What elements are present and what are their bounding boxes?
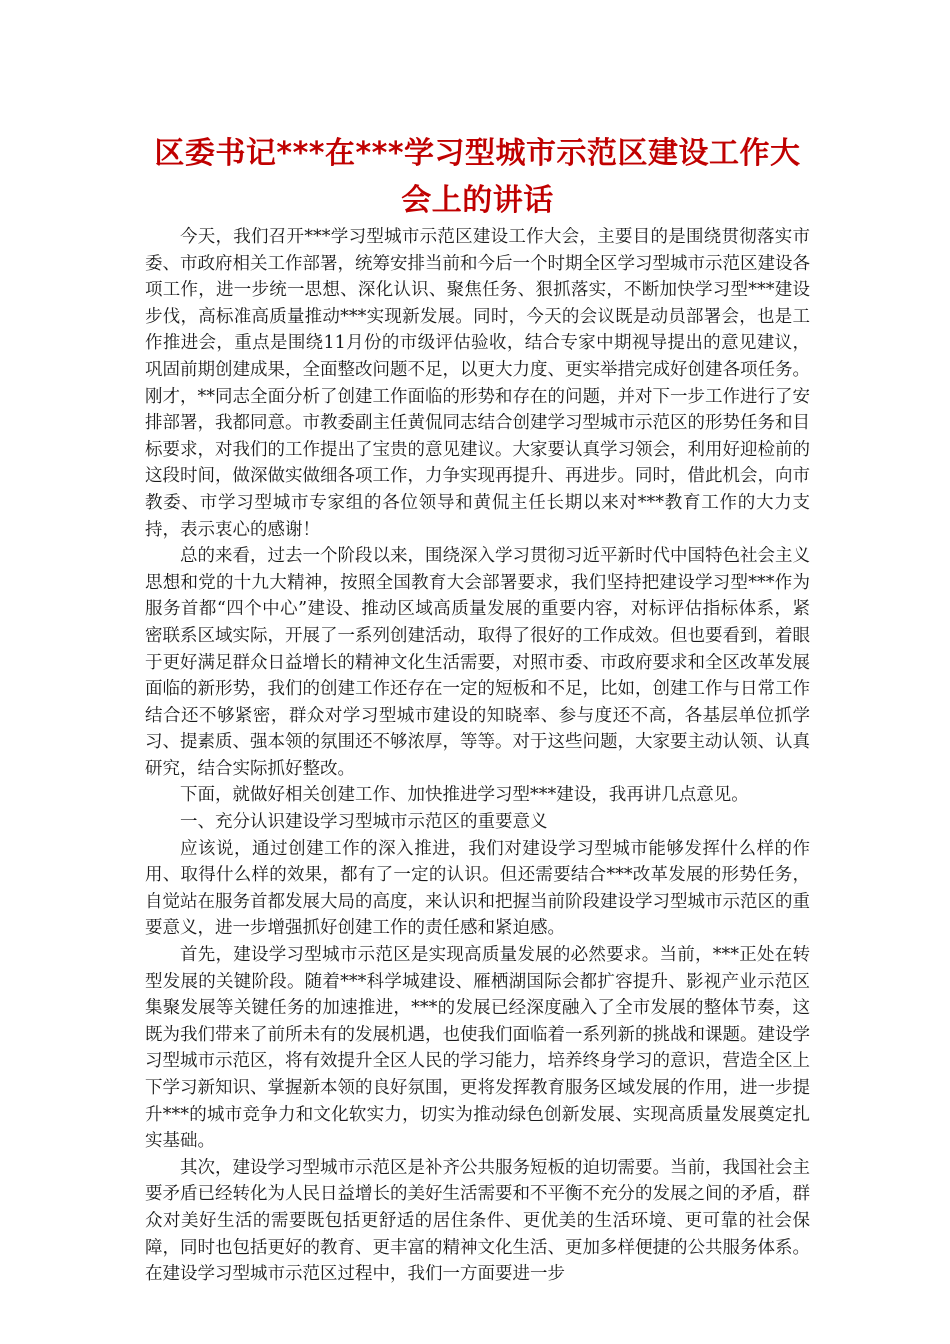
paragraph: 首先，建设学习型城市示范区是实现高质量发展的必然要求。当前，***正处在转型发展的关键阶段。随着***科学城建设、雁栖湖国际会都扩容提升、影视产业示范区集聚发展等关键任务的加速推进，***的发展已经深度融入了全市发展的整体节奏，这既为我们带来了前所未有的发展机遇，也使我们面临着一系列新的挑战和课题。建设学习型城市示范区，将有效提升全区人民的学习能力，培养终身学习的意识，营造全区上下学习新知识、掌握新本领的良好氛围，更将发挥教育服务区域发展的作用，进一步提升***的城市竞争力和文化软实力，切实为推动绿色创新发展、实现高质量发展奠定扎实基础。 <box>145 945 810 1152</box>
paragraph: 总的来看，过去一个阶段以来，围绕深入学习贯彻习近平新时代中国特色社会主义思想和党的十九大精神，按照全国教育大会部署要求，我们坚持把建设学习型***作为服务首都“四个中心”建设、推动区域高质量发展的重要内容，对标评估指标体系，紧密联系区域实际，开展了一系列创建活动，取得了很好的工作成效。但也要看到，着眼于更好满足群众日益增长的精神文化生活需要，对照市委、市政府要求和全区改革发展面临的新形势，我们的创建工作还存在一定的短板和不足，比如，创建工作与日常工作结合还不够紧密，群众对学习型城市建设的知晓率、参与度还不高，各基层单位抓学习、提素质、强本领的氛围还不够浓厚，等等。对于这些问题，大家要主动认领、认真研究，结合实际抓好整改。 <box>145 546 810 779</box>
paragraph: 其次，建设学习型城市示范区是补齐公共服务短板的迫切需要。当前，我国社会主要矛盾已经转化为人民日益增长的美好生活需要和不平衡不充分的发展之间的矛盾，群众对美好生活的需要既包括更舒适的居住条件、更优美的生活环境、更可靠的社会保障，同时也包括更好的教育、更丰富的精神文化生活、更加多样便捷的公共服务体系。在建设学习型城市示范区过程中，我们一方面要进一步 <box>145 1157 810 1285</box>
paragraph: 应该说，通过创建工作的深入推进，我们对建设学习型城市能够发挥什么样的作用、取得什么样的效果，都有了一定的认识。但还需要结合***改革发展的形势任务，自觉站在服务首都发展大局的高度，来认识和把握当前阶段建设学习型城市示范区的重要意义，进一步增强抓好创建工作的责任感和紧迫感。 <box>145 838 810 939</box>
paragraph: 今天，我们召开***学习型城市示范区建设工作大会，主要目的是围绕贯彻落实市委、市政府相关工作部署，统筹安排当前和今后一个时期全区学习型城市示范区建设各项工作，进一步统一思想、深化认识、聚焦任务、狠抓落实，不断加快学习型***建设步伐，高标准高质量推动***实现新发展。同时，今天的会议既是动员部署会，也是工作推进会，重点是围绕11月份的市级评估验收，结合专家中期视导提出的意见建议，巩固前期创建成果，全面整改问题不足，以更大力度、更实举措完成好创建各项任务。刚才，**同志全面分析了创建工作面临的形势和存在的问题，并对下一步工作进行了安排部署，我都同意。市教委副主任黄侃同志结合创建学习型城市示范区的形势任务和目标要求，对我们的工作提出了宝贵的意见建议。大家要认真学习领会，利用好迎检前的这段时间，做深做实做细各项工作，力争实现再提升、再进步。同时，借此机会，向市教委、市学习型城市专家组的各位领导和黄侃主任长期以来对***教育工作的大力支持，表示衷心的感谢！ <box>145 227 810 540</box>
document-body <box>145 224 810 1288</box>
document-title: 区委书记***在***学习型城市示范区建设工作大会上的讲话 <box>154 136 801 218</box>
section-heading: 一、充分认识建设学习型城市示范区的重要意义 <box>180 812 548 833</box>
paragraph: 下面，就做好相关创建工作、加快推进学习型***建设，我再讲几点意见。 <box>180 785 749 806</box>
document-page <box>145 130 810 1285</box>
